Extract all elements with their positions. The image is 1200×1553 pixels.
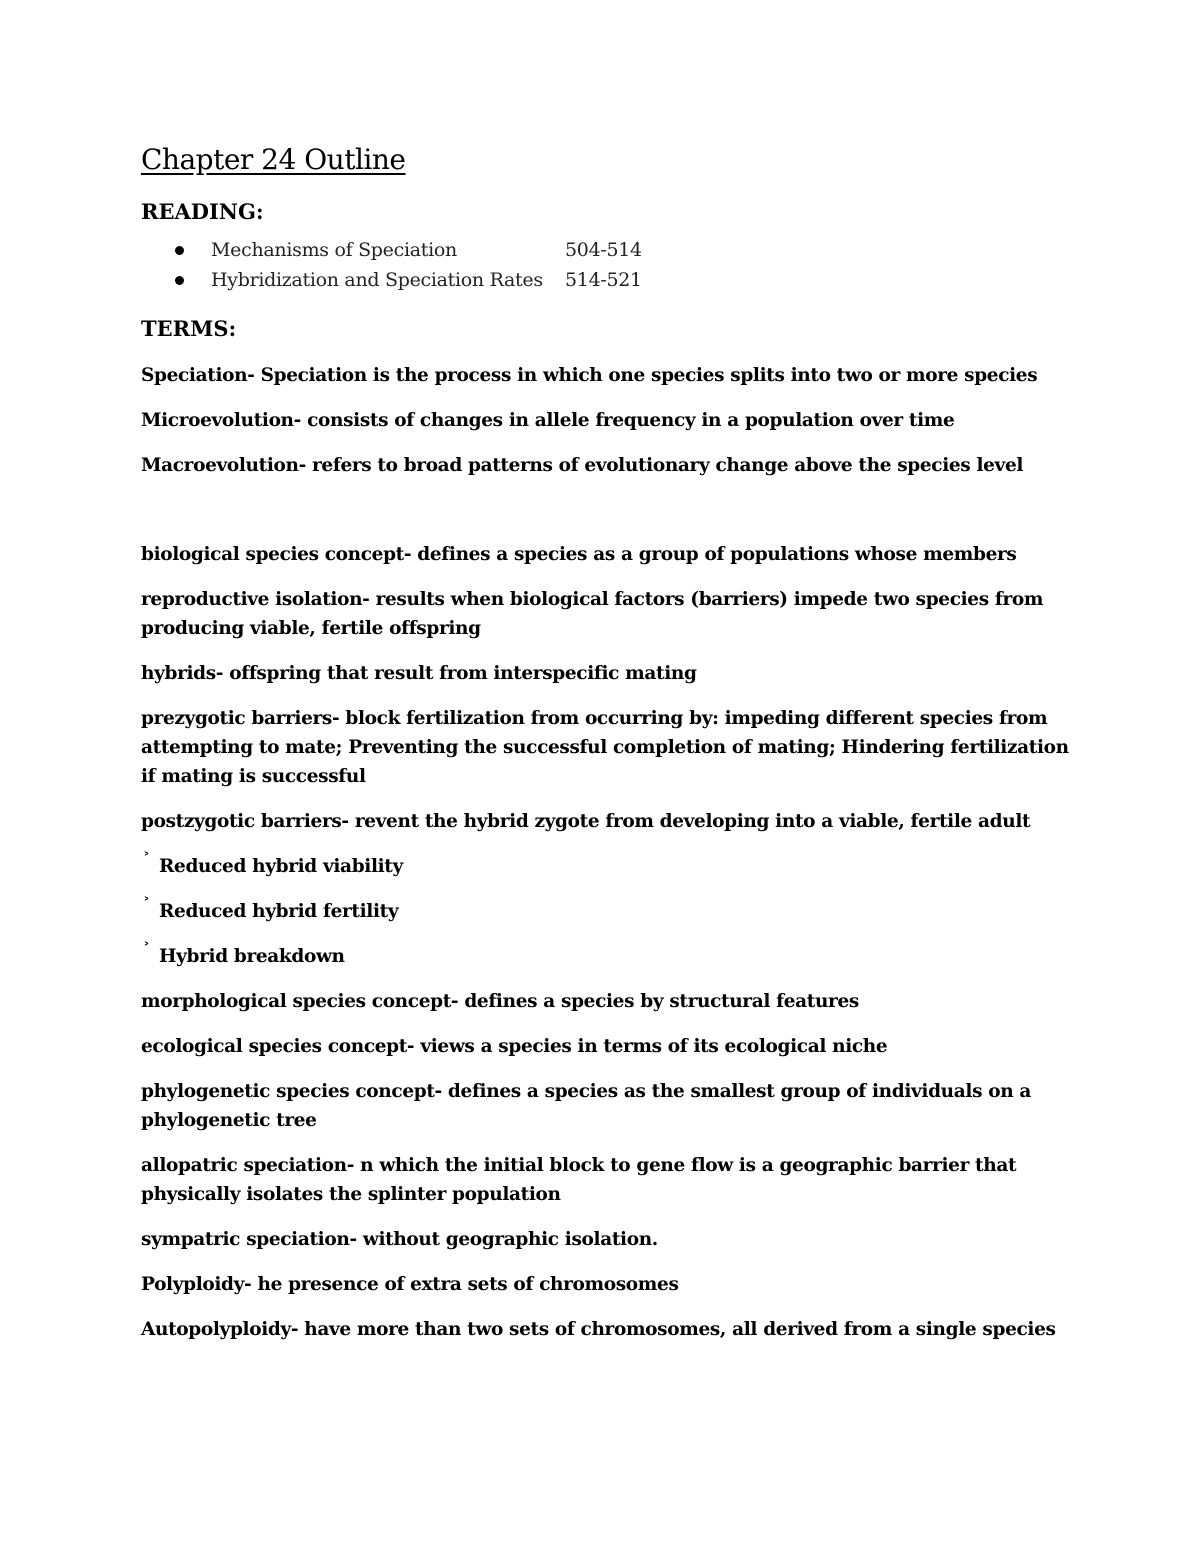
term-postzygotic: postzygotic barriers- revent the hybrid zygote from developing into a viable, fertile adult	[141, 811, 1031, 832]
bullet-icon	[175, 246, 184, 255]
postzygotic-subitem-label: Reduced hybrid viability	[159, 856, 403, 877]
reading-item	[141, 265, 1071, 295]
term-polyploidy: Polyploidy- he presence of extra sets of chromosomes	[141, 1274, 679, 1295]
reading-topic: Mechanisms of Speciation	[211, 239, 457, 261]
arrow-bullet-icon: ˃	[143, 941, 150, 957]
reading-pages: 504-514	[565, 239, 642, 261]
reading-item	[141, 235, 1071, 265]
postzygotic-subitem-label: Hybrid breakdown	[159, 946, 345, 967]
postzygotic-subitem	[141, 942, 1071, 971]
reading-pages: 514-521	[565, 269, 642, 291]
term-reproductive-isolation: reproductive isolation- results when biological factors (barriers) impede two species from producing viable, fertile offspring	[141, 589, 1044, 639]
arrow-bullet-icon: ˃	[143, 851, 150, 867]
term-allopatric: allopatric speciation- n which the initial block to gene flow is a geographic barrier that physically isolates the splinter population	[141, 1155, 1017, 1205]
term-phylogenetic: phylogenetic species concept- defines a species as the smallest group of individuals on a phylogenetic tree	[141, 1081, 1032, 1131]
reading-heading: READING:	[141, 199, 264, 224]
term-sympatric: sympatric speciation- without geographic isolation.	[141, 1229, 658, 1250]
arrow-bullet-icon: ˃	[143, 896, 150, 912]
reading-list	[141, 235, 1071, 295]
term-prezygotic: prezygotic barriers- block fertilization from occurring by: impeding different species from attempting to mate; Preventing the successful completion of mating; Hindering fertilization if mating is successful	[141, 708, 1069, 787]
term-biological-species: biological species concept- defines a species as a group of populations whose members	[141, 544, 1017, 565]
term-macroevolution: Macroevolution- refers to broad patterns of evolutionary change above the species level	[141, 455, 1024, 476]
term-microevolution: Microevolution- consists of changes in allele frequency in a population over time	[141, 410, 955, 431]
term-hybrids: hybrids- offspring that result from interspecific mating	[141, 663, 697, 684]
term-ecological: ecological species concept- views a species in terms of its ecological niche	[141, 1036, 888, 1057]
reading-topic: Hybridization and Speciation Rates	[211, 269, 543, 291]
postzygotic-subitem	[141, 897, 1071, 926]
postzygotic-subitem-label: Reduced hybrid fertility	[159, 901, 399, 922]
term-morphological: morphological species concept- defines a species by structural features	[141, 991, 859, 1012]
document-page	[141, 140, 1071, 1360]
page-title: Chapter 24 Outline	[141, 143, 406, 176]
terms-heading: TERMS:	[141, 316, 237, 341]
bullet-icon	[175, 276, 184, 285]
postzygotic-subitem	[141, 852, 1071, 881]
term-autopolyploidy: Autopolyploidy- have more than two sets of chromosomes, all derived from a single species	[141, 1319, 1056, 1340]
term-speciation: Speciation- Speciation is the process in which one species splits into two or more species	[141, 365, 1038, 386]
